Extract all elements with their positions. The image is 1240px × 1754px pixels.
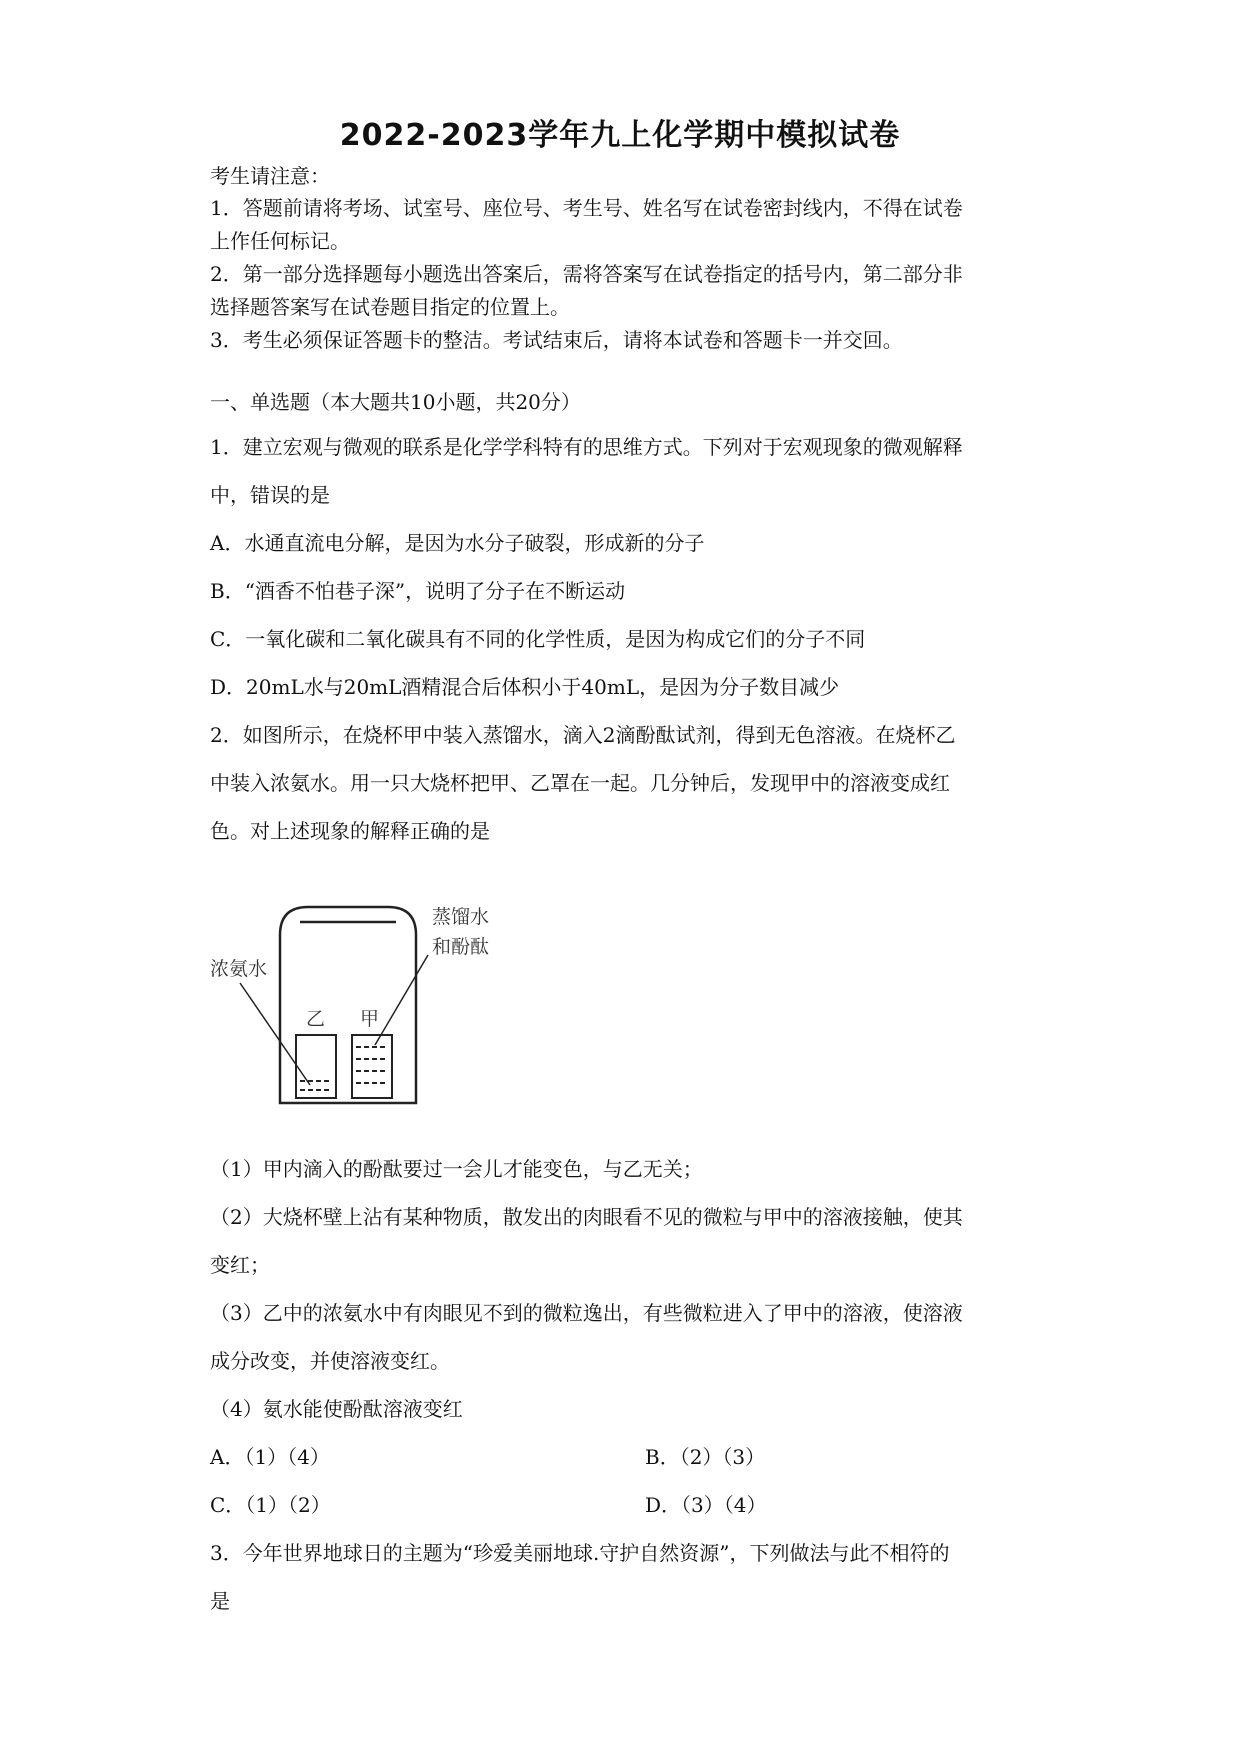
q1-stem-line-2: 中，错误的是 (210, 483, 330, 507)
q3-stem-line-1: 3．今年世界地球日的主题为“珍爱美丽地球.守护自然资源”，下列做法与此不相符的 (210, 1541, 950, 1565)
q1-option-c: C．一氧化碳和二氧化碳具有不同的化学性质，是因为构成它们的分子不同 (210, 627, 866, 651)
label-beaker-jia: 甲 (360, 1008, 380, 1030)
q2-statement-3: （3）乙中的浓氨水中有肉眼见不到的微粒逸出，有些微粒进入了甲中的溶液，使溶液 (210, 1301, 963, 1325)
q2-statement-3-cont: 成分改变，并使溶液变红。 (210, 1349, 450, 1373)
label-phenolphthalein: 和酚酞 (432, 936, 490, 958)
section-heading: 一、单选题（本大题共10小题，共20分） (210, 390, 581, 414)
q3-stem-line-2: 是 (210, 1589, 230, 1613)
q2-stem-line-1: 2．如图所示，在烧杯甲中装入蒸馏水，滴入2滴酚酞试剂，得到无色溶液。在烧杯乙 (210, 723, 956, 747)
beaker-diagram (210, 895, 495, 1125)
label-distilled-water: 蒸馏水 (432, 906, 490, 928)
q1-stem-line-1: 1．建立宏观与微观的联系是化学学科特有的思维方式。下列对于宏观现象的微观解释 (210, 435, 963, 459)
label-concentrated-ammonia: 浓氨水 (210, 958, 268, 980)
q2-option-b: B．（2）（3） (645, 1445, 766, 1469)
q2-statement-2-cont: 变红； (210, 1253, 270, 1277)
notice-line-4: 选择题答案写在试卷题目指定的位置上。 (210, 295, 570, 319)
notice-line-3: 2．第一部分选择题每小题选出答案后，需将答案写在试卷指定的括号内，第二部分非 (210, 262, 963, 286)
q1-option-d: D．20mL水与20mL酒精混合后体积小于40mL，是因为分子数目减少 (210, 675, 840, 699)
notice-line-2: 上作任何标记。 (210, 229, 350, 253)
q2-statement-1: （1）甲内滴入的酚酞要过一会儿才能变色，与乙无关； (210, 1157, 703, 1181)
q2-option-a: A．（1）（4） (210, 1445, 330, 1469)
q2-stem-line-3: 色。对上述现象的解释正确的是 (210, 819, 490, 843)
notice-line-1: 1．答题前请将考场、试室号、座位号、考生号、姓名写在试卷密封线内，不得在试卷 (210, 196, 963, 220)
q2-option-d: D．（3）（4） (645, 1493, 767, 1517)
label-beaker-yi: 乙 (306, 1008, 326, 1030)
q2-statement-2: （2）大烧杯壁上沾有某种物质，散发出的肉眼看不见的微粒与甲中的溶液接触，使其 (210, 1205, 963, 1229)
q2-stem-line-2: 中装入浓氨水。用一只大烧杯把甲、乙罩在一起。几分钟后，发现甲中的溶液变成红 (210, 771, 950, 795)
q1-option-a: A．水通直流电分解，是因为水分子破裂，形成新的分子 (210, 531, 705, 555)
q2-option-c: C．（1）（2） (210, 1493, 331, 1517)
notice-line-5: 3．考生必须保证答题卡的整洁。考试结束后，请将本试卷和答题卡一并交回。 (210, 328, 903, 352)
exam-title: 2022-2023学年九上化学期中模拟试卷 (339, 118, 901, 153)
q2-statement-4: （4）氨水能使酚酞溶液变红 (210, 1397, 463, 1421)
q1-option-b: B．“酒香不怕巷子深”，说明了分子在不断运动 (210, 579, 626, 603)
notice-heading: 考生请注意： (210, 164, 330, 188)
